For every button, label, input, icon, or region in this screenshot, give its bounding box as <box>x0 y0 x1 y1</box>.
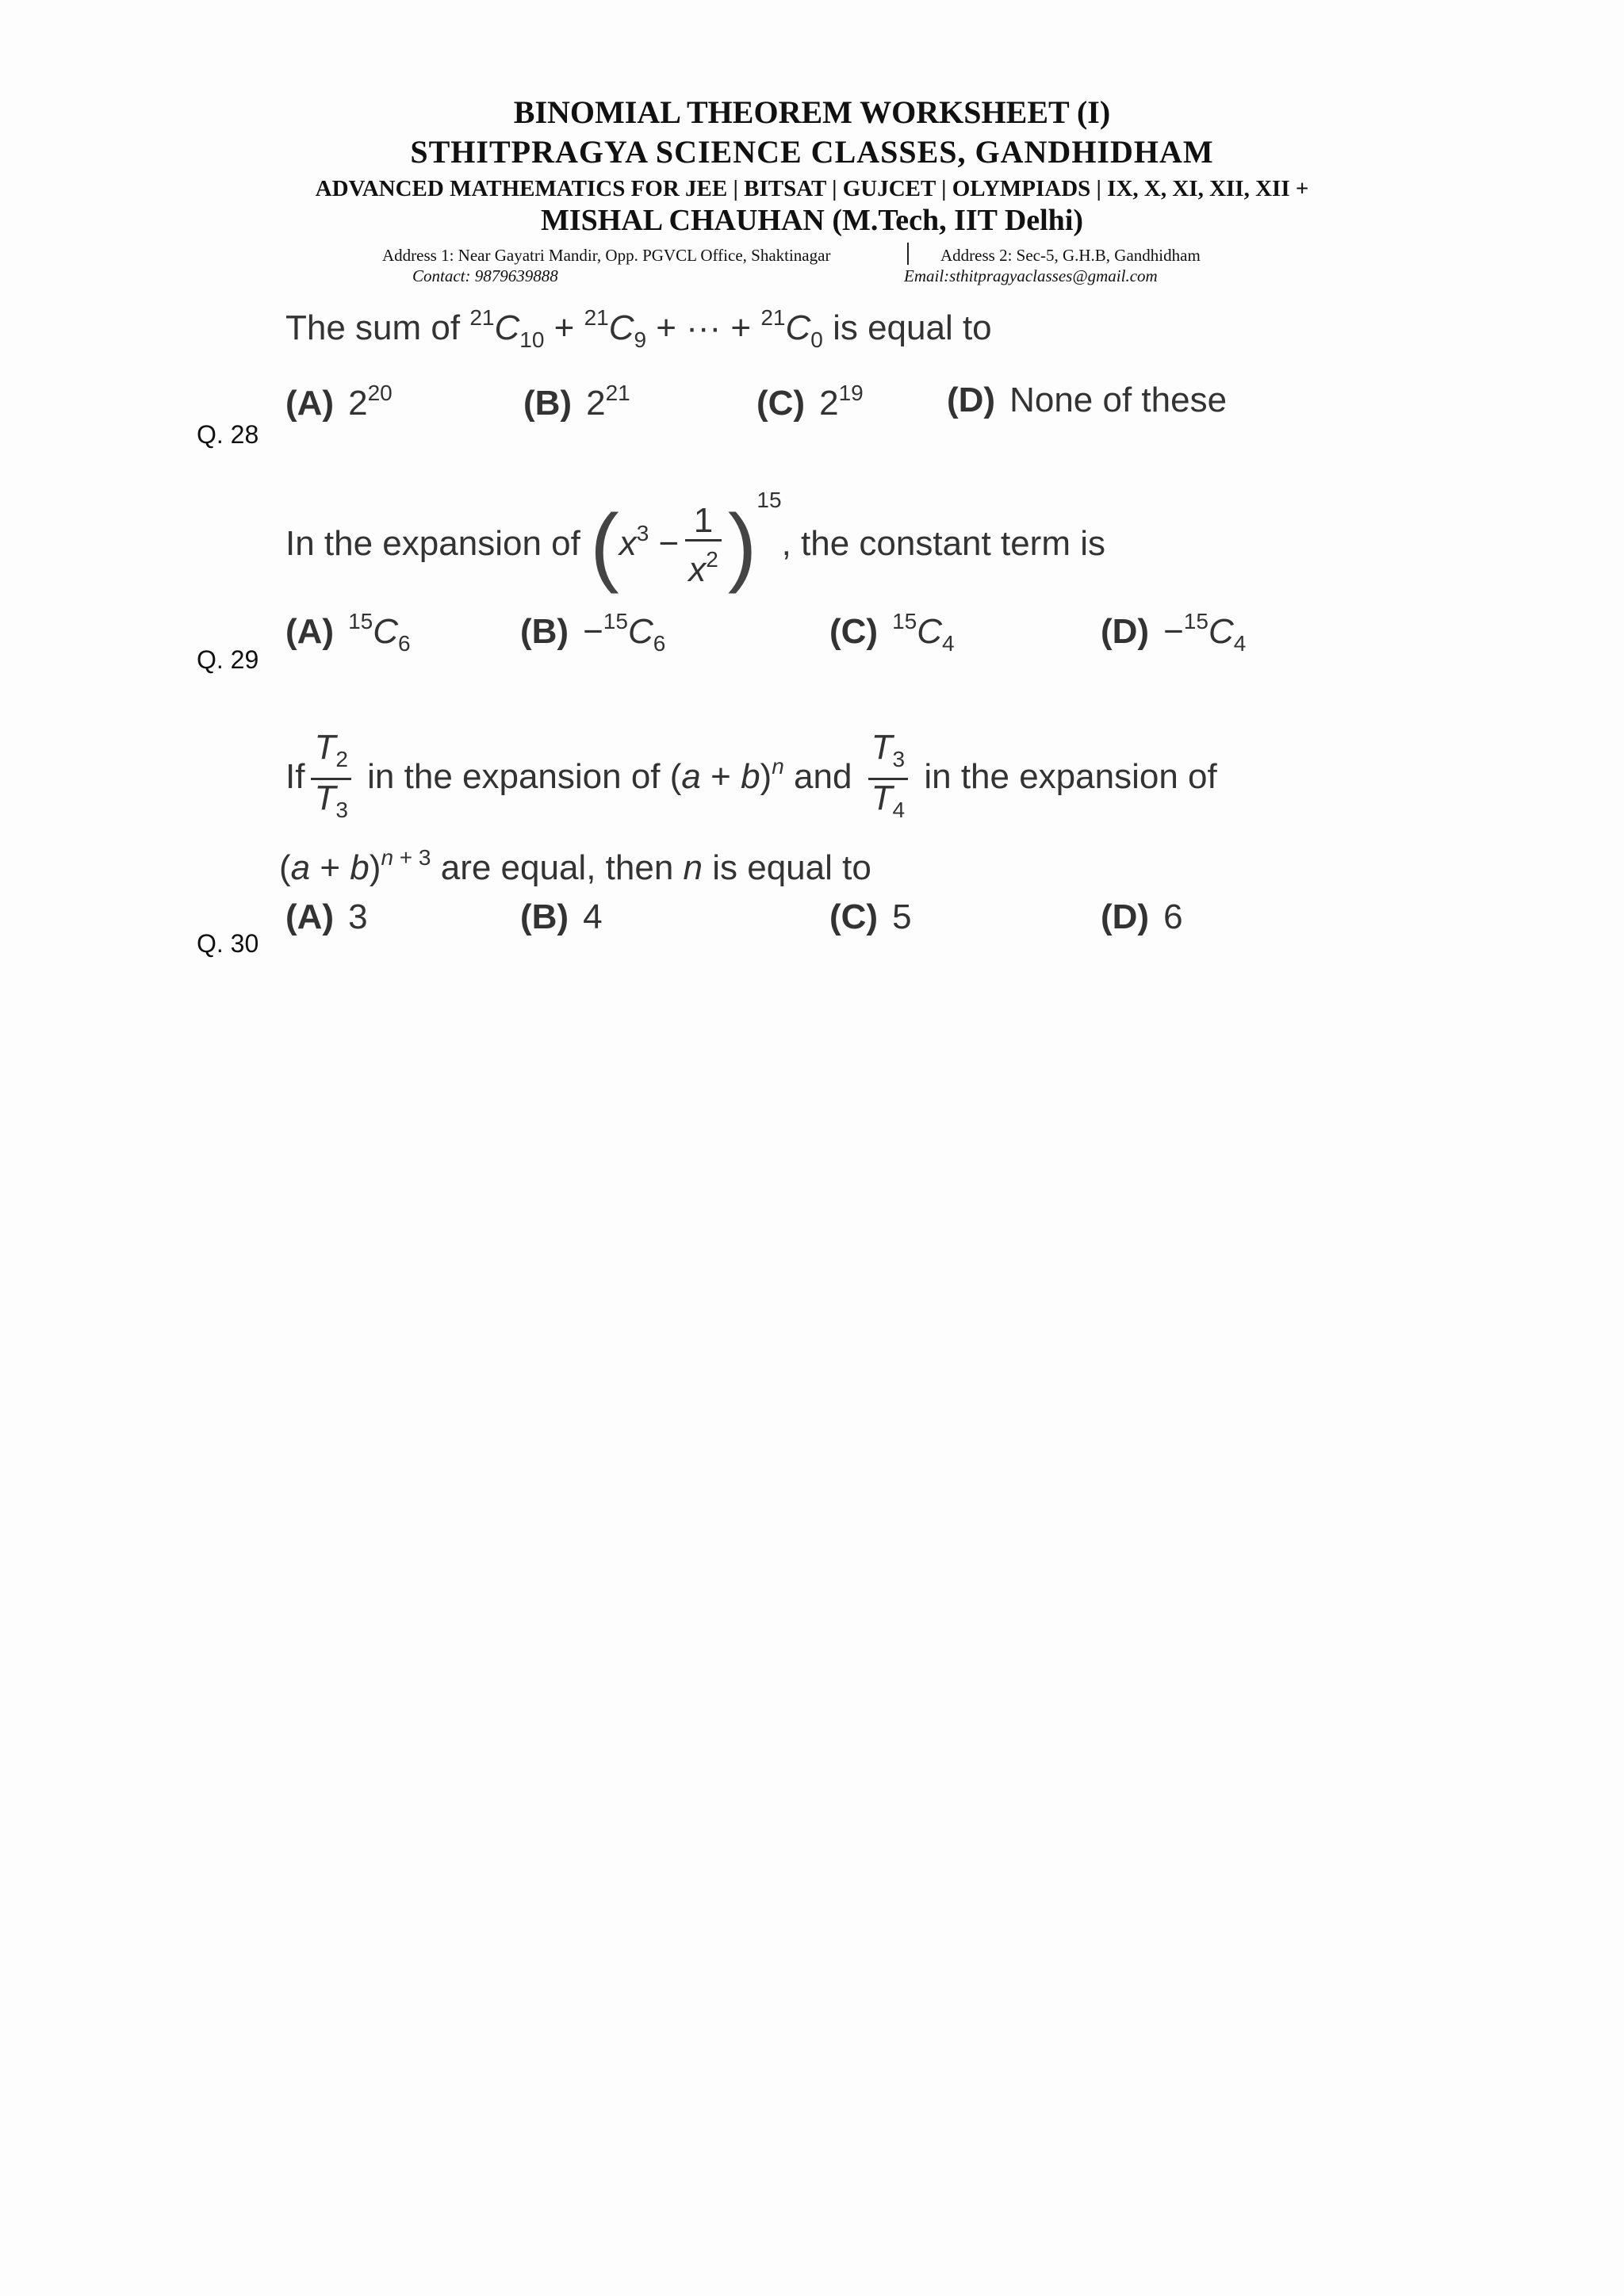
q29-label: Q. 29 <box>197 645 259 674</box>
courses-line: ADVANCED MATHEMATICS FOR JEE | BITSAT | GUJCET | OLYMPIADS | IX, X, XI, XII, XII + <box>315 176 1309 201</box>
address-2: Address 2: Sec-5, G.H.B, Gandhidham <box>940 246 1201 265</box>
q28-option-d: (D) None of these <box>947 381 1228 419</box>
q29-option-b: $(B) -^{15}C_6$ <box>520 609 666 656</box>
q30-label: Q. 30 <box>197 929 259 958</box>
contact-number: Contact: 9879639888 <box>412 266 558 285</box>
q30-option-d: (D) 6 <box>1101 897 1183 936</box>
q30-option-b: (B) 4 <box>520 897 603 936</box>
email-address: Email:sthitpragyaclasses@gmail.com <box>904 266 1158 285</box>
q30-stem-line1: If $\frac{T_2}{T_3}$ in the expansion of $(a + b)^n$ and $\frac{T_3}{T_4}$ in the expansion of <box>285 729 1217 828</box>
q28-option-c: (C) $2^{19}$ <box>756 381 864 423</box>
q28-option-b: (B) $2^{21}$ <box>523 381 630 423</box>
q29-option-a: (A) $^{15}C_6$ <box>285 609 411 656</box>
q29-stem: In the expansion of ($x^3$ − $\frac{1}{x^2}$ )$^{15}$, the constant term is <box>285 488 1105 595</box>
q30-option-c: (C) 5 <box>829 897 912 936</box>
teacher-name: MISHAL CHAUHAN (M.Tech, IIT Delhi) <box>540 204 1084 237</box>
q28-stem: The sum of $^{21}C_{10} + ^{21}C_9$ + ··· + $^{21}C_0$ is equal to <box>285 305 992 352</box>
worksheet-title: BINOMIAL THEOREM WORKSHEET (I) <box>513 94 1111 130</box>
address-1: Address 1: Near Gayatri Mandir, Opp. PGVCL Office, Shaktinagar <box>382 246 831 265</box>
address-separator <box>907 243 909 265</box>
institute-name: STHITPRAGYA SCIENCE CLASSES, GANDHIDHAM <box>410 134 1214 170</box>
q30-stem-line2: $(a + b)^{n + 3}$ are equal, then n is equal to <box>279 845 871 887</box>
q28-label: Q. 28 <box>197 420 259 449</box>
q29-option-c: (C) $^{15}C_4$ <box>829 609 955 656</box>
q30-option-a: (A) 3 <box>285 897 368 936</box>
q29-option-d: $(D) -^{15}C_4$ <box>1101 609 1247 656</box>
q28-option-a: (A) $2^{20}$ <box>285 381 393 423</box>
